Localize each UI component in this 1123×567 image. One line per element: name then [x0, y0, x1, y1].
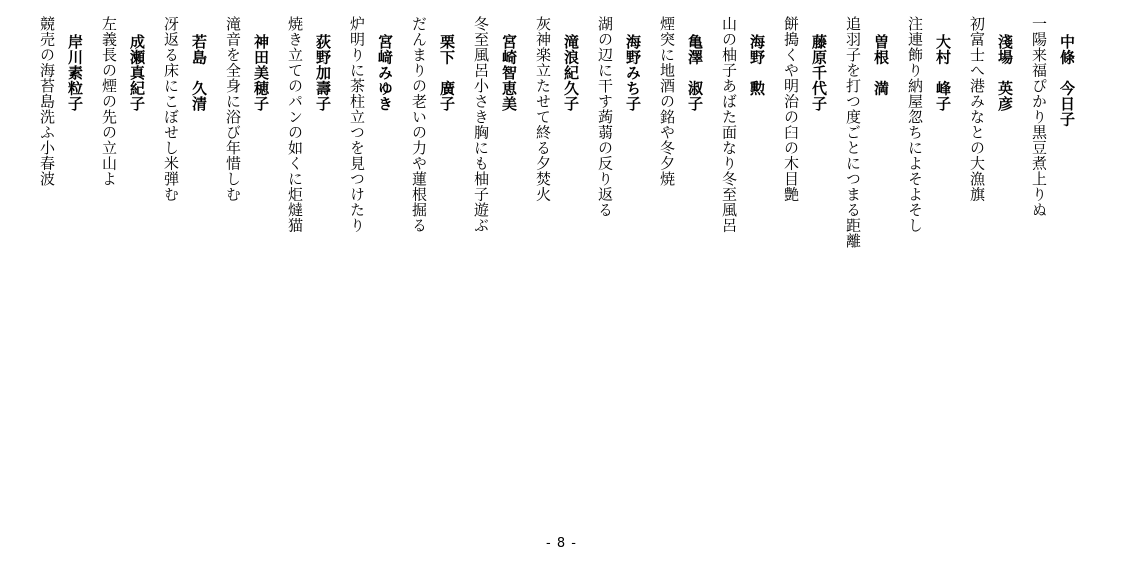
haiku-poem: 灰神楽立たせて終る夕焚火: [534, 16, 552, 202]
haiku-author: 滝浪紀久子: [562, 34, 580, 112]
haiku-entry: [33, 14, 89, 494]
haiku-poem: 炉明りに茶柱立つを見つけたり: [348, 16, 366, 233]
haiku-poem: 注連飾り納屋忽ちによそよそし: [906, 16, 924, 233]
haiku-author: 曽根 満: [872, 34, 890, 96]
haiku-entry: [343, 14, 399, 494]
haiku-poem: 餅搗くや明治の臼の木目艶: [782, 16, 800, 202]
haiku-author: 淺場 英彦: [996, 34, 1014, 112]
haiku-poem: だんまりの老いの力や蓮根掘る: [410, 16, 428, 233]
haiku-entry: [95, 14, 151, 494]
haiku-author: 宮﨑みゆき: [376, 34, 394, 112]
haiku-poem: 左義長の煙の先の立山よ: [100, 16, 118, 187]
haiku-author: 中條 今日子: [1058, 34, 1076, 127]
haiku-author: 海野 勲: [748, 34, 766, 96]
haiku-poem: 初富士へ港みなとの大漁旗: [968, 16, 986, 202]
haiku-author: 宮崎智恵美: [500, 34, 518, 112]
haiku-author: 岸川素粒子: [66, 34, 84, 112]
haiku-entry: [591, 14, 647, 494]
haiku-poem: 滝音を全身に浴び年惜しむ: [224, 16, 242, 202]
haiku-entry: [405, 14, 461, 494]
haiku-entry: [839, 14, 895, 494]
haiku-entry: [653, 14, 709, 494]
haiku-poem: 湖の辺に干す蒟蒻の反り返る: [596, 16, 614, 218]
haiku-poem: 冴返る床にこぼせし米弾む: [162, 16, 180, 202]
haiku-entry: [963, 14, 1019, 494]
haiku-poem: 一陽来福ぴかり黒豆煮上りぬ: [1030, 16, 1048, 218]
haiku-author: 荻野加壽子: [314, 34, 332, 112]
haiku-entry: [901, 14, 957, 494]
haiku-author: 大村 峰子: [934, 34, 952, 112]
haiku-poem: 競売の海苔島洗ふ小春波: [38, 16, 56, 187]
haiku-entry: [467, 14, 523, 494]
haiku-entry: [219, 14, 275, 494]
haiku-poem: 山の柚子あばた面なり冬至風呂: [720, 16, 738, 233]
haiku-entry: [1025, 14, 1081, 494]
haiku-poem: 追羽子を打つ度ごとにつまる距離: [844, 16, 862, 249]
haiku-author: 成瀬真紀子: [128, 34, 146, 112]
haiku-poem: 焼き立てのパンの如くに炬燵猫: [286, 16, 304, 233]
haiku-author: 栗下 廣子: [438, 34, 456, 112]
haiku-author: 藤原千代子: [810, 34, 828, 112]
haiku-poem: 煙突に地酒の銘や冬夕焼: [658, 16, 676, 187]
haiku-poem: 冬至風呂小さき胸にも柚子遊ぶ: [472, 16, 490, 233]
haiku-entry: [777, 14, 833, 494]
haiku-entry: [281, 14, 337, 494]
haiku-author: 海野みち子: [624, 34, 642, 112]
haiku-author: 神田美穂子: [252, 34, 270, 112]
haiku-columns: [27, 14, 1081, 494]
haiku-author: 若島 久清: [190, 34, 208, 112]
haiku-entry: [529, 14, 585, 494]
haiku-entry: [157, 14, 213, 494]
haiku-entry: [715, 14, 771, 494]
haiku-author: 亀澤 淑子: [686, 34, 704, 112]
page-number: - 8 -: [546, 536, 577, 551]
